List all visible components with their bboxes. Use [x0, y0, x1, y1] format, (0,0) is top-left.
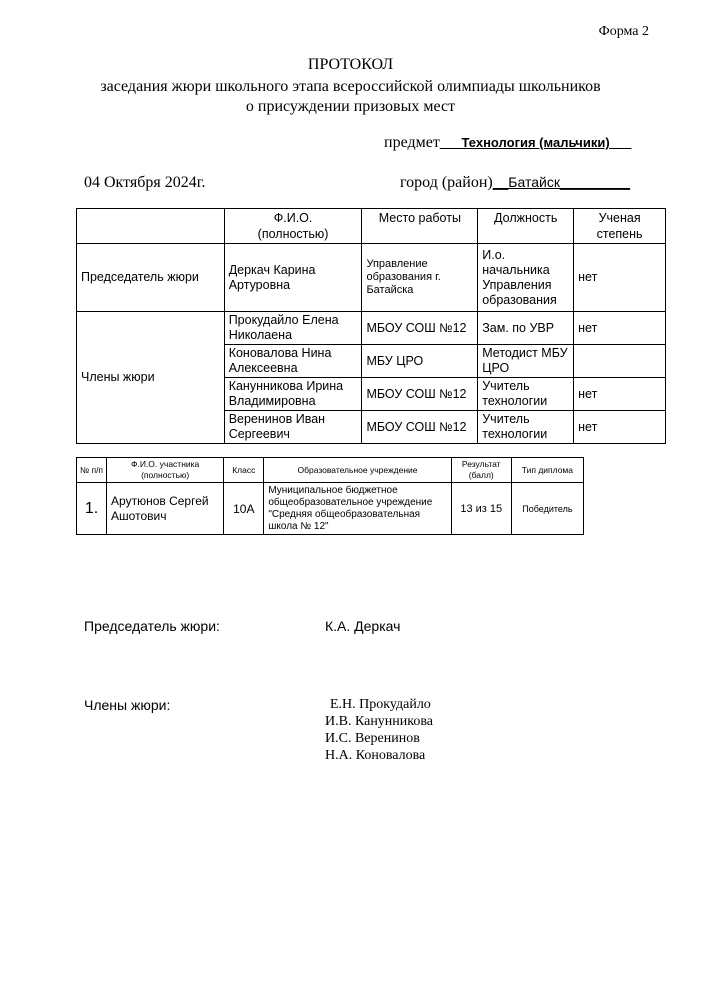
jury-work-cell: МБОУ СОШ №12 — [362, 411, 478, 444]
result-school-cell: Муниципальное бюджетное общеобразовательное учреждение "Средняя общеобразовательная школа № 12" — [264, 483, 451, 535]
document-subtitle-line1: заседания жюри школьного этапа всероссийской олимпиады школьников — [100, 78, 601, 95]
results-table-header — [77, 458, 584, 483]
jury-name-cell: Веренинов Иван Сергеевич — [224, 411, 362, 444]
jury-table-header — [77, 209, 666, 244]
subject-value: ___Технология (мальчики)___ — [439, 135, 632, 150]
jury-degree-cell: нет — [574, 244, 666, 312]
jury-header-role — [77, 209, 225, 244]
jury-name-cell: Канунникова Ирина Владимировна — [224, 378, 362, 411]
subject-label: предмет — [384, 134, 440, 151]
jury-name-cell: Деркач Карина Артуровна — [224, 244, 362, 312]
member-signature-name: Н.А. Коновалова — [325, 748, 426, 763]
chairman-role-cell: Председатель жюри — [77, 244, 225, 312]
jury-work-cell: МБОУ СОШ №12 — [362, 312, 478, 345]
jury-position-cell: Зам. по УВР — [478, 312, 574, 345]
jury-degree-cell — [574, 345, 666, 378]
members-role-cell: Члены жюри — [77, 312, 225, 444]
result-diploma-cell: Победитель — [511, 483, 583, 535]
jury-work-cell: МБОУ СОШ №12 — [362, 378, 478, 411]
results-header-result: Результат (балл) — [451, 458, 511, 483]
protocol-date: 04 Октября 2024г. — [84, 174, 206, 191]
results-table — [76, 457, 584, 535]
chairman-signature-label: Председатель жюри: — [84, 618, 220, 634]
city-line — [400, 174, 630, 192]
jury-name-cell: Коновалова Нина Алексеевна — [224, 345, 362, 378]
jury-header-name: Ф.И.О. (полностью) — [224, 209, 362, 244]
jury-header-degree: Ученая степень — [574, 209, 666, 244]
jury-position-cell: Методист МБУ ЦРО — [478, 345, 574, 378]
city-value: __Батайск_________ — [492, 174, 631, 190]
result-score-cell: 13 из 15 — [451, 483, 511, 535]
document-subtitle-line2: о присуждении призовых мест — [245, 98, 456, 115]
jury-degree-cell: нет — [574, 411, 666, 444]
jury-table — [76, 208, 666, 444]
results-header-class: Класс — [224, 458, 264, 483]
jury-degree-cell: нет — [574, 312, 666, 345]
jury-position-cell: Учитель технологии — [478, 411, 574, 444]
table-row — [77, 483, 584, 535]
jury-name-cell: Прокудайло Елена Николаена — [224, 312, 362, 345]
member-signature-name: И.В. Канунникова — [325, 714, 434, 729]
results-header-school: Образовательное учреждение — [264, 458, 451, 483]
jury-position-cell: Учитель технологии — [478, 378, 574, 411]
members-signature-label: Члены жюри: — [84, 697, 171, 713]
member-signature-name: Е.Н. Прокудайло — [330, 697, 431, 712]
table-row — [77, 312, 666, 345]
chairman-signature-name: К.А. Деркач — [325, 618, 401, 634]
jury-header-work: Место работы — [362, 209, 478, 244]
results-header-name: Ф.И.О. участника (полностью) — [107, 458, 224, 483]
table-row — [77, 244, 666, 312]
form-label: Форма 2 — [598, 24, 649, 39]
results-header-diploma: Тип диплома — [511, 458, 583, 483]
result-class-cell: 10А — [224, 483, 264, 535]
results-header-num: № п/п — [77, 458, 107, 483]
jury-work-cell: Управление образования г. Батайска — [362, 244, 478, 312]
jury-header-position: Должность — [478, 209, 574, 244]
member-signature-name: И.С. Веренинов — [325, 731, 420, 746]
result-name-cell: Арутюнов Сергей Ашотович — [107, 483, 224, 535]
subject-line — [384, 134, 631, 152]
result-num-cell: 1. — [77, 483, 107, 535]
jury-degree-cell: нет — [574, 378, 666, 411]
jury-position-cell: И.о. начальника Управления образования — [478, 244, 574, 312]
jury-work-cell: МБУ ЦРО — [362, 345, 478, 378]
city-label: город (район) — [400, 174, 493, 191]
document-title: ПРОТОКОЛ — [307, 56, 394, 73]
